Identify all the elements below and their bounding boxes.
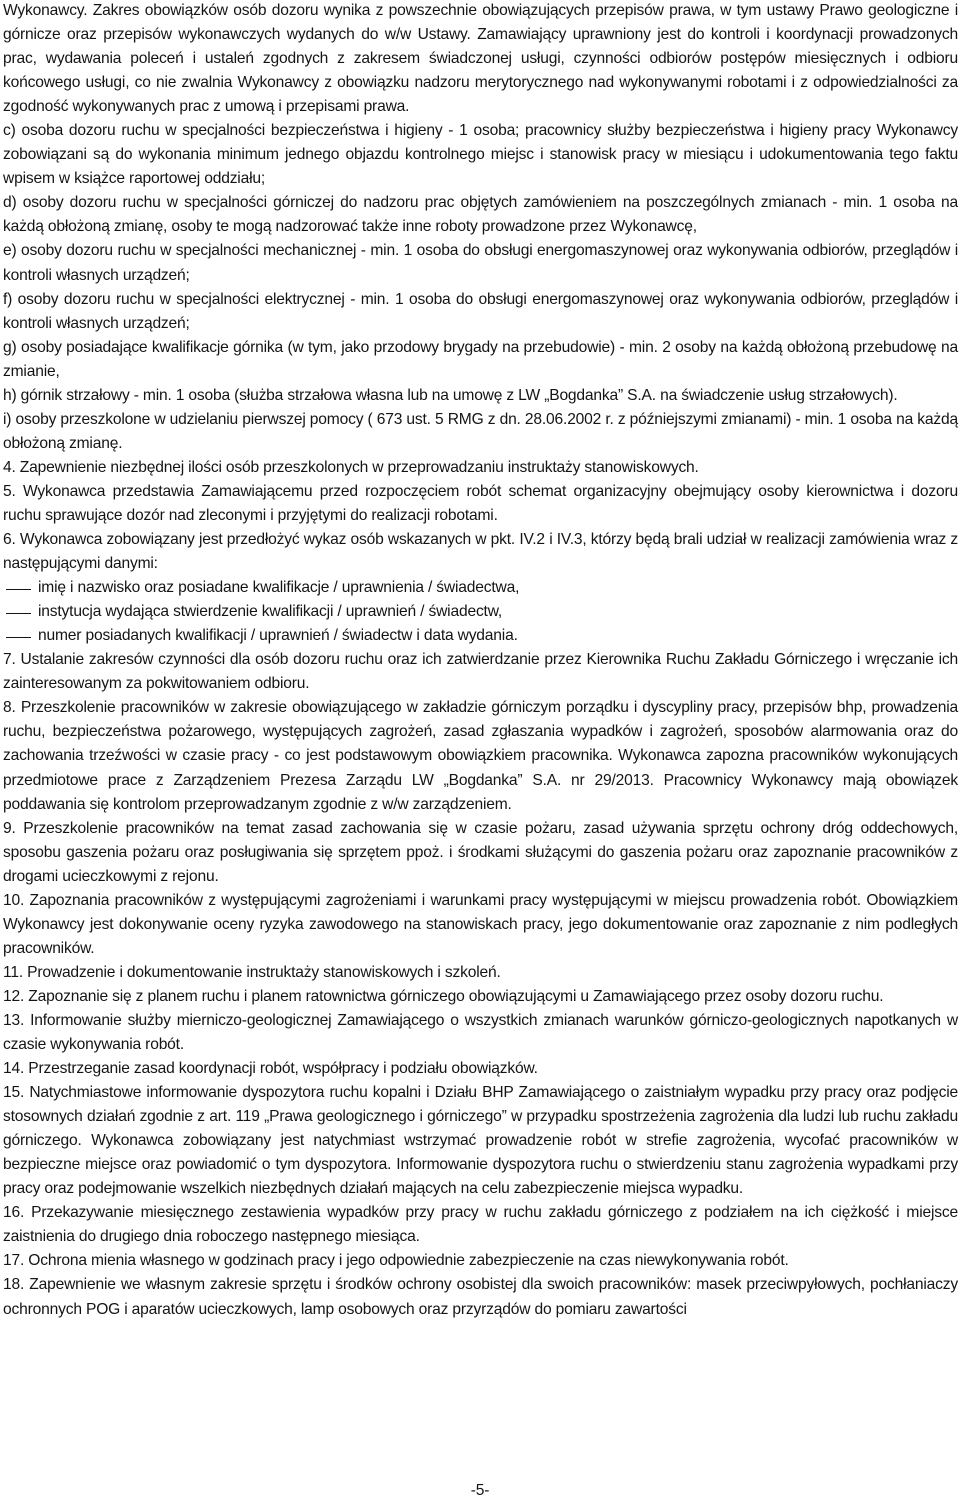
- dash-list: [3, 576, 958, 648]
- paragraph-4: 4. Zapewnienie niezbędnej ilości osób przeszkolonych w przeprowadzaniu instruktaży stanowiskowych.: [3, 458, 699, 476]
- paragraph-c: c) osoba dozoru ruchu w specjalności bezpieczeństwa i higieny - 1 osoba; pracownicy służby bezpieczeństwa i higieny pracy Wykonawcy zobowiązani są do wykonania minimum jednego objazdu kontrolnego miejsc i stanowisk pracy w miesiącu i udokumentowania tego faktu wpisem w książce raportowej oddziału;: [3, 122, 958, 188]
- paragraph-13: 13. Informowanie służby mierniczo-geologicznej Zamawiającego o wszystkich zmianach warunków górniczo-geologicznych napotkanych w czasie wykonywania robót.: [3, 1011, 958, 1054]
- list-item: instytucja wydająca stwierdzenie kwalifikacji / uprawnień / świadectw,: [3, 600, 958, 624]
- paragraph-i: i) osoby przeszkolone w udzielaniu pierwszej pomocy ( 673 ust. 5 RMG z dn. 28.06.2002 r. z późniejszymi zmianami) - min. 1 osoba na każdą obłożoną zmianę.: [3, 410, 958, 452]
- paragraph-16: 16. Przekazywanie miesięcznego zestawienia wypadków przy pracy w ruchu zakładu górniczego z podziałem na ich ciężkość i miejsce zaistnienia do drugiego dnia roboczego następnego miesiąca.: [3, 1204, 958, 1246]
- list-item: numer posiadanych kwalifikacji / uprawnień / świadectw i data wydania.: [3, 624, 958, 648]
- paragraph-8: 8. Przeszkolenie pracowników w zakresie obowiązującego w zakładzie górniczym porządku i dyscypliny pracy, przepisów bhp, prowadzenia ruchu, bezpieczeństwa pożarowego, występujących zagrożeń, zasad zgłaszania wypadków i zagrożeń, sposobów alarmowania oraz do zachowania trzeźwości w czasie pracy - co jest podstawowym obowiązkiem pracownika. Wykonawca zapozna pracowników wykonujących przedmiotowe prace z Zarządzeniem Prezesa Zarządu LW „Bogdanka” S.A. nr 29/2013. Pracownicy Wykonawcy mają obowiązek poddawania się kontrolom przeprowadzanym zgodnie z w/w zarządzeniem.: [3, 699, 958, 813]
- paragraph-12: 12. Zapoznanie się z planem ruchu i planem ratownictwa górniczego obowiązującymi u Zamawiającego przez osoby dozoru ruchu.: [3, 987, 884, 1005]
- paragraph-15: 15. Natychmiastowe informowanie dyspozytora ruchu kopalni i Działu BHP Zamawiającego o zaistniałym wypadku przy pracy oraz podjęcie stosownych działań zgodnie z art. 119 „Prawa geologicznego i górniczego” w przypadku spostrzeżenia zagrożenia dla ludzi lub ruchu zakładu górniczego. Wykonawca zobowiązany jest natychmiast wstrzymać prowadzenie robót w strefie zagrożenia, wycofać pracowników w bezpieczne miejsce oraz powiadomić o tym dyspozytora. Informowanie dyspozytora ruchu o stwierdzeniu stanu zagrożenia wypadkami przy pracy oraz podejmowanie wszelkich niezbędnych działań mających na celu zabezpieczenie miejsca wypadku.: [3, 1084, 958, 1198]
- paragraph-e: e) osoby dozoru ruchu w specjalności mechanicznej - min. 1 osoba do obsługi energomaszynowej oraz wykonywania odbiorów, przeglądów i kontroli własnych urządzeń;: [3, 242, 958, 284]
- paragraph-g: g) osoby posiadające kwalifikacje górnika (w tym, jako przodowy brygady na przebudowie) - min. 2 osoby na każdą obłożoną przebudowę na zmianie,: [3, 338, 958, 380]
- paragraph-6: 6. Wykonawca zobowiązany jest przedłożyć wykaz osób wskazanych w pkt. IV.2 i IV.3, którzy będą brali udział w realizacji zamówienia wraz z następującymi danymi:: [3, 531, 958, 573]
- paragraph-intro: Wykonawcy. Zakres obowiązków osób dozoru wynika z powszechnie obowiązujących przepisów prawa, w tym ustawy Prawo geologiczne i górnicze oraz przepisów wykonawczych wydanych do w/w Ustawy. Zamawiający uprawniony jest do kontroli i koordynacji prowadzonych prac, wydawania poleceń i ustaleń zgodnych z zakresem świadczonej usługi, czynności odbiorów postępów miesięcznych i odbioru końcowego usługi, co nie zwalnia Wykonawcy z obowiązku nadzoru merytorycznego nad wykonywanymi robotami i z odpowiedzialności za zgodność wykonywanych prac z umową i przepisami prawa.: [3, 2, 958, 116]
- list-item: imię i nazwisko oraz posiadane kwalifikacje / uprawnienia / świadectwa,: [3, 576, 958, 600]
- paragraph-d: d) osoby dozoru ruchu w specjalności górniczej do nadzoru prac objętych zamówieniem na poszczególnych zmianach - min. 1 osoba na każdą obłożoną zmianę, osoby te mogą nadzorować także inne roboty prowadzone przez Wykonawcę,: [3, 194, 958, 236]
- paragraph-5: 5. Wykonawca przedstawia Zamawiającemu przed rozpoczęciem robót schemat organizacyjny obejmujący osoby kierownictwa i dozoru ruchu sprawujące dozór nad zleconymi i przyjętymi do realizacji robotami.: [3, 482, 958, 524]
- page-number: -5-: [470, 1482, 490, 1499]
- paragraph-9: 9. Przeszkolenie pracowników na temat zasad zachowania się w czasie pożaru, zasad używania sprzętu ochrony dróg oddechowych, sposobu gaszenia pożaru oraz posługiwania się sprzętem ppoż. i środkami służącymi do gaszenia pożaru oraz zapoznanie pracowników z drogami ucieczkowymi z rejonu.: [3, 819, 958, 885]
- paragraph-10: 10. Zapoznania pracowników z występującymi zagrożeniami i warunkami pracy występującymi w miejscu prowadzenia robót. Obowiązkiem Wykonawcy jest dokonywanie oceny ryzyka zawodowego na stanowiskach pracy, jego dokumentowanie oraz zapoznanie z nim podległych pracowników.: [3, 891, 958, 957]
- paragraph-14: 14. Przestrzeganie zasad koordynacji robót, współpracy i podziału obowiązków.: [3, 1060, 538, 1078]
- document-body: [3, 0, 958, 1322]
- paragraph-18: 18. Zapewnienie we własnym zakresie sprzętu i środków ochrony osobistej dla swoich pracowników: masek przeciwpyłowych, pochłaniaczy ochronnych POG i aparatów ucieczkowych, lamp osobowych oraz przyrządów do pomiaru zawartości: [3, 1276, 958, 1318]
- paragraph-h: h) górnik strzałowy - min. 1 osoba (służba strzałowa własna lub na umowę z LW „Bogdanka” S.A. na świadczenie usług strzałowych).: [3, 386, 898, 404]
- paragraph-11: 11. Prowadzenie i dokumentowanie instruktaży stanowiskowych i szkoleń.: [3, 963, 501, 981]
- paragraph-7: 7. Ustalanie zakresów czynności dla osób dozoru ruchu oraz ich zatwierdzanie przez Kierownika Ruchu Zakładu Górniczego i wręczanie ich zainteresowanym za pokwitowaniem odbioru.: [3, 651, 958, 693]
- paragraph-f: f) osoby dozoru ruchu w specjalności elektrycznej - min. 1 osoba do obsługi energomaszynowej oraz wykonywania odbiorów, przeglądów i kontroli własnych urządzeń;: [3, 290, 958, 332]
- paragraph-17: 17. Ochrona mienia własnego w godzinach pracy i jego odpowiednie zabezpieczenie na czas niewykonywania robót.: [3, 1252, 789, 1270]
